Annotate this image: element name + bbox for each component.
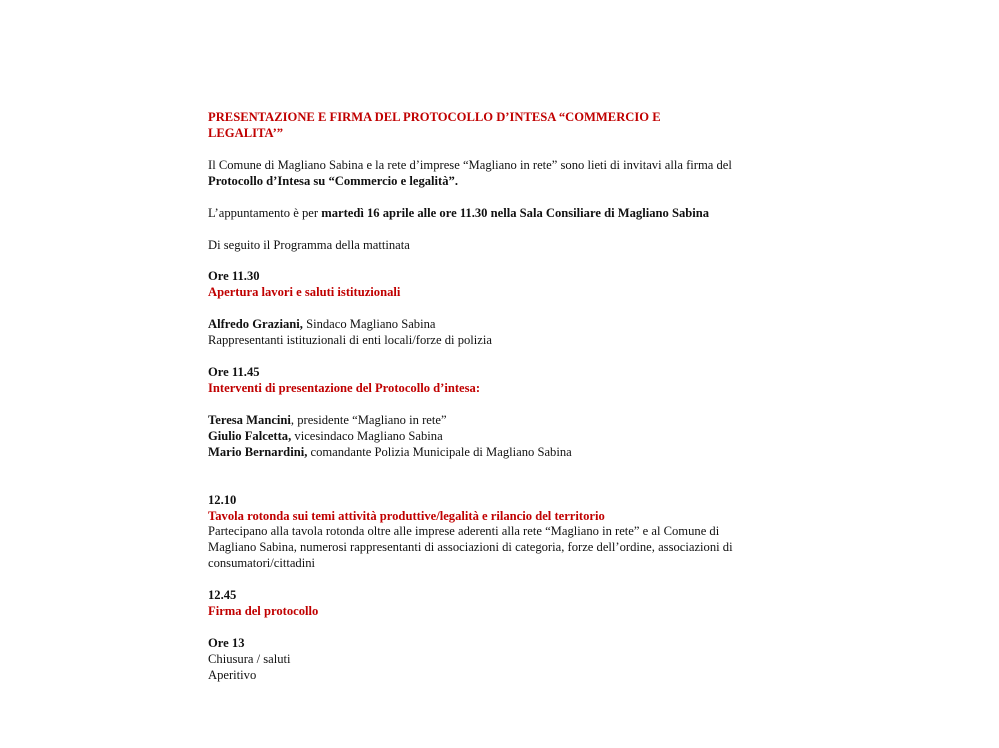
session-heading-1: Apertura lavori e saluti istituzionali — [208, 285, 401, 300]
speaker-name: Giulio Falcetta, — [208, 428, 292, 443]
session-time-5: Ore 13 — [208, 635, 245, 650]
speaker-name: Teresa Mancini — [208, 412, 291, 427]
session-line-closing: Chiusura / saluti — [208, 651, 291, 666]
speaker-role: Rappresentanti istituzionali di enti locali/forze di polizia — [208, 333, 492, 348]
session-heading-4: Firma del protocollo — [208, 604, 319, 619]
session-time-3: 12.10 — [208, 492, 237, 507]
appointment-paragraph — [208, 206, 768, 222]
program-intro: Di seguito il Programma della mattinata — [208, 237, 410, 252]
speaker-line — [208, 317, 768, 333]
speaker-role: Sindaco Magliano Sabina — [302, 317, 436, 332]
speaker-role: comandante Polizia Municipale di Magliano Sabina — [307, 444, 572, 459]
intro-paragraph — [208, 158, 768, 190]
session-heading-3: Tavola rotonda sui temi attività produttive/legalità e rilancio del territorio — [208, 508, 605, 523]
speaker-role: vicesindaco Magliano Sabina — [291, 428, 443, 443]
session-time-2: Ore 11.45 — [208, 365, 260, 380]
document-title: PRESENTAZIONE E FIRMA DEL PROTOCOLLO D’INTESA “COMMERCIO E LEGALITA’” — [208, 110, 661, 140]
session-body-3: Partecipano alla tavola rotonda oltre alle imprese aderenti alla rete “Magliano in rete” e al Comune di Magliano Sabina, numerosi rappresentanti di associazioni di categoria, forze dell’ordine, associazioni di consumatori/cittadini — [208, 524, 733, 571]
speaker-line — [208, 413, 768, 429]
invitation-document — [208, 110, 768, 684]
intro-text: Il Comune di Magliano Sabina e la rete d’imprese “Magliano in rete” sono lieti di invitavi alla firma del — [208, 157, 732, 172]
session-heading-2: Interventi di presentazione del Protocollo d’intesa: — [208, 380, 481, 395]
appointment-text: L’appuntamento è per — [208, 205, 322, 220]
speaker-line — [208, 429, 768, 445]
speaker-line — [208, 333, 768, 349]
session-time-4: 12.45 — [208, 588, 237, 603]
appointment-details: martedì 16 aprile alle ore 11.30 nella Sala Consiliare di Magliano Sabina — [321, 205, 710, 220]
intro-protocol-name: Protocollo d’Intesa su “Commercio e legalità”. — [208, 173, 458, 188]
speaker-name: Alfredo Graziani, — [208, 317, 303, 332]
speaker-role: , presidente “Magliano in rete” — [290, 412, 447, 427]
session-time-1: Ore 11.30 — [208, 269, 260, 284]
speaker-name: Mario Bernardini, — [208, 444, 308, 459]
speaker-line — [208, 445, 768, 461]
session-line-aperitivo: Aperitivo — [208, 667, 257, 682]
